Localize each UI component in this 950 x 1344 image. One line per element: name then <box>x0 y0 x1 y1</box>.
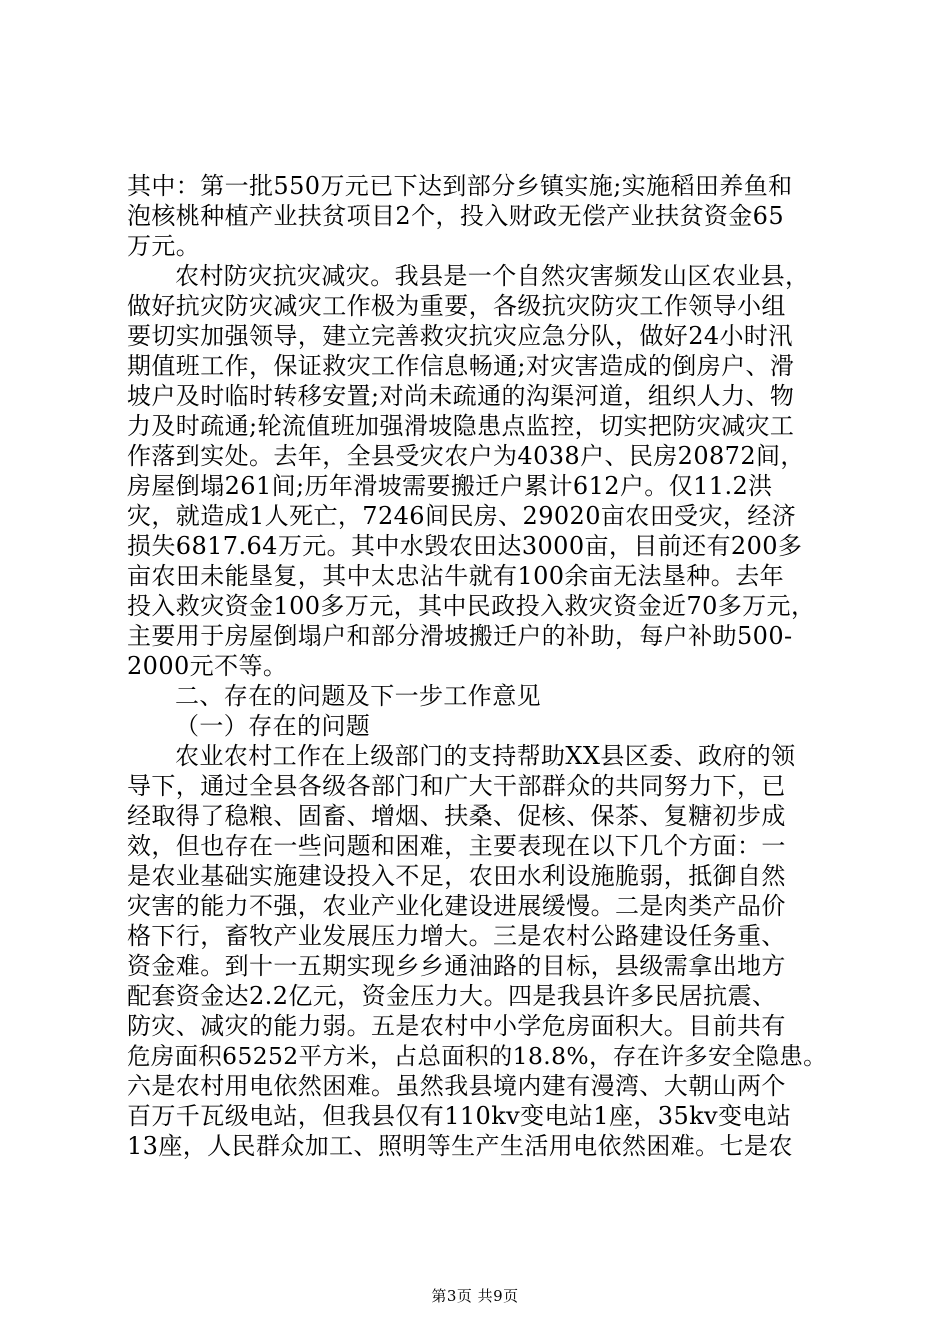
text-line: 防灾、减灾的能力弱。五是农村中小学危房面积大。目前共有 <box>127 1012 786 1040</box>
text-line: 亩农田未能垦复，其中太忠沾牛就有100余亩无法垦种。去年 <box>127 562 785 590</box>
text-line: 效，但也存在一些问题和困难，主要表现在以下几个方面：一 <box>127 832 786 860</box>
document-body <box>127 171 827 1161</box>
text-line: 2000元不等。 <box>127 652 288 680</box>
text-line: 要切实加强领导，建立完善救灾抗灾应急分队，做好24小时汛 <box>127 322 793 350</box>
text-line: 房屋倒塌261间;历年滑坡需要搬迁户累计612户。仅11.2洪 <box>127 472 773 500</box>
text-line: 做好抗灾防灾减灾工作极为重要，各级抗灾防灾工作领导小组 <box>127 292 786 320</box>
text-line: 13座，人民群众加工、照明等生产生活用电依然困难。七是农 <box>127 1132 793 1160</box>
subsection-heading: （一）存在的问题 <box>175 712 371 740</box>
page-number: 第3页 共9页 <box>431 1287 519 1305</box>
text-line: 坡户及时临时转移安置;对尚未疏通的沟渠河道，组织人力、物 <box>127 382 795 410</box>
text-line: 投入救灾资金100多万元，其中民政投入救灾资金近70多万元， <box>127 592 816 620</box>
text-line: 其中：第一批550万元已下达到部分乡镇实施;实施稻田养鱼和 <box>127 172 793 200</box>
text-line: 泡核桃种植产业扶贫项目2个，投入财政无偿产业扶贫资金65 <box>127 202 785 230</box>
text-line: 期值班工作，保证救灾工作信息畅通;对灾害造成的倒房户、滑 <box>127 352 795 380</box>
text-line: 百万千瓦级电站，但我县仅有110kv变电站1座，35kv变电站 <box>127 1102 792 1130</box>
text-line: 万元。 <box>127 232 201 260</box>
page-footer <box>0 1286 950 1306</box>
text-line: 力及时疏通;轮流值班加强滑坡隐患点监控，切实把防灾减灾工 <box>127 412 795 440</box>
text-line: 导下，通过全县各级各部门和广大干部群众的共同努力下，已 <box>127 772 786 800</box>
text-line: 灾害的能力不强，农业产业化建设进展缓慢。二是肉类产品价 <box>127 892 786 920</box>
text-line: 是农业基础实施建设投入不足，农田水利设施脆弱，抵御自然 <box>127 862 786 890</box>
paragraph-first-line: 农村防灾抗灾减灾。我县是一个自然灾害频发山区农业县， <box>175 262 810 290</box>
text-line: 六是农村用电依然困难。虽然我县境内建有漫湾、大朝山两个 <box>127 1072 786 1100</box>
text-line: 损失6817.64万元。其中水毁农田达3000亩，目前还有200多 <box>127 532 803 560</box>
text-line: 经取得了稳粮、固畜、增烟、扶桑、促核、保茶、复糖初步成 <box>127 802 786 830</box>
text-line: 危房面积65252平方米，占总面积的18.8%，存在许多安全隐患。 <box>127 1042 827 1070</box>
text-line: 资金难。到十一五期实现乡乡通油路的目标，县级需拿出地方 <box>127 952 786 980</box>
text-line: 配套资金达2.2亿元，资金压力大。四是我县许多民居抗震、 <box>127 982 777 1010</box>
text-line: 主要用于房屋倒塌户和部分滑坡搬迁户的补助，每户补助500- <box>127 622 793 650</box>
text-line: 作落到实处。去年，全县受灾农户为4038户、民房20872间， <box>127 442 805 470</box>
section-heading: 二、存在的问题及下一步工作意见 <box>175 682 541 710</box>
text-line: 灾，就造成1人死亡，7246间民房、29020亩农田受灾，经济 <box>127 502 797 530</box>
paragraph-first-line: 农业农村工作在上级部门的支持帮助XX县区委、政府的领 <box>175 742 796 770</box>
text-line: 格下行，畜牧产业发展压力增大。三是农村公路建设任务重、 <box>127 922 786 950</box>
